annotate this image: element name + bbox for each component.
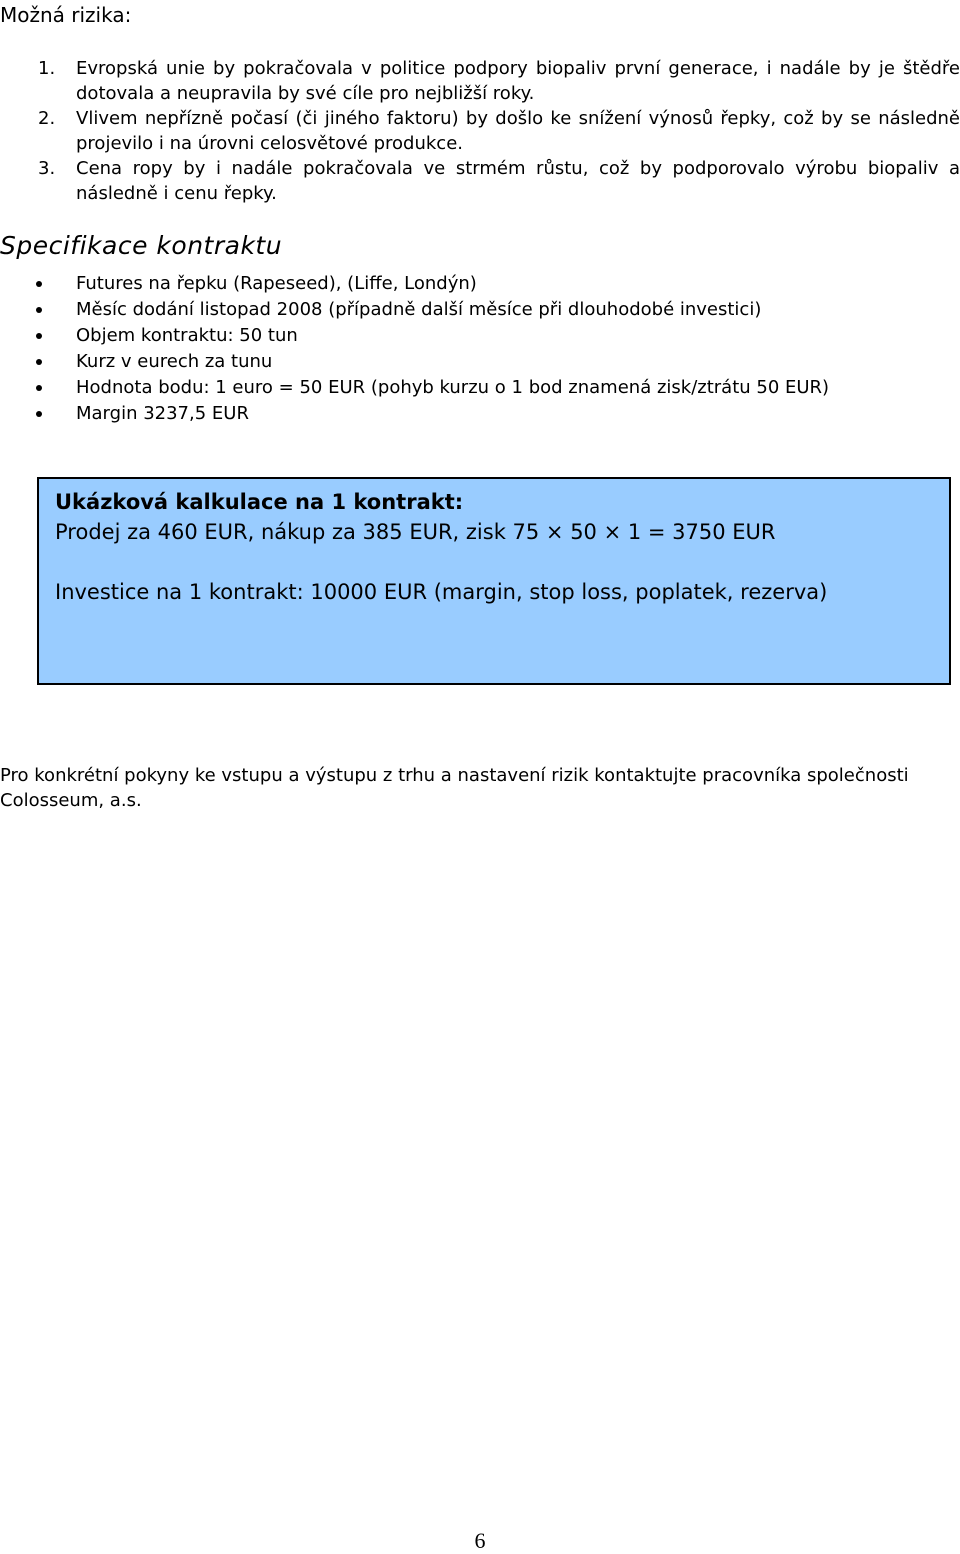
risk-item-text: Cena ropy by i nadále pokračovala ve strmém růstu, což by podporovalo výrobu biopaliv a následně i cenu řepky. (76, 158, 960, 204)
specification-item-text: Margin 3237,5 EUR (76, 403, 249, 424)
bullet-icon (36, 411, 42, 417)
specification-item-text: Objem kontraktu: 50 tun (76, 325, 298, 346)
bullet-icon (36, 307, 42, 313)
risk-item (0, 156, 960, 206)
specification-item (0, 375, 829, 401)
bullet-icon (36, 281, 42, 287)
risk-item-text: Evropská unie by pokračovala v politice podpory biopaliv první generace, i nadále by je štědře dotovala a neupravila by své cíle pro nejbližší roky. (76, 58, 960, 104)
specification-item-text: Kurz v eurech za tunu (76, 351, 273, 372)
contact-note: Pro konkrétní pokyny ke vstupu a výstupu z trhu a nastavení rizik kontaktujte pracovníka společnosti Colosseum, a.s. (0, 765, 909, 811)
specification-item (0, 323, 829, 349)
risk-item-number: 1. (38, 58, 56, 79)
specification-item (0, 271, 829, 297)
specification-item (0, 401, 829, 427)
specification-item (0, 349, 829, 375)
bullet-icon (36, 359, 42, 365)
calculation-title: Ukázková kalkulace na 1 kontrakt: (55, 490, 464, 514)
risk-item-text: Vlivem nepřízně počasí (či jiného faktoru) by došlo ke snížení výnosů řepky, což by se následně projevilo i na úrovni celosvětové produkce. (76, 108, 960, 154)
calculation-trade: Prodej za 460 EUR, nákup za 385 EUR, zisk 75 × 50 × 1 = 3750 EUR (55, 520, 776, 544)
risk-item-number: 2. (38, 108, 56, 129)
specification-item-text: Hodnota bodu: 1 euro = 50 EUR (pohyb kurzu o 1 bod znamená zisk/ztrátu 50 EUR) (76, 377, 830, 398)
specification-heading: Specifikace kontraktu (0, 231, 283, 260)
calculation-box (37, 477, 951, 685)
risk-item-number: 3. (38, 158, 56, 179)
calculation-investment: Investice na 1 kontrakt: 10000 EUR (margin, stop loss, poplatek, rezerva) (55, 580, 828, 604)
specification-item (0, 297, 829, 323)
risk-item (0, 56, 960, 106)
bullet-icon (36, 333, 42, 339)
risks-heading: Možná rizika: (0, 3, 132, 27)
specification-item-text: Měsíc dodání listopad 2008 (případně další měsíce při dlouhodobé investici) (76, 299, 762, 320)
risk-item (0, 106, 960, 156)
page-number: 6 (474, 1528, 486, 1553)
risks-list (0, 56, 960, 206)
specification-item-text: Futures na řepku (Rapeseed), (Liffe, Londýn) (76, 273, 477, 294)
specification-list (0, 271, 829, 427)
bullet-icon (36, 385, 42, 391)
